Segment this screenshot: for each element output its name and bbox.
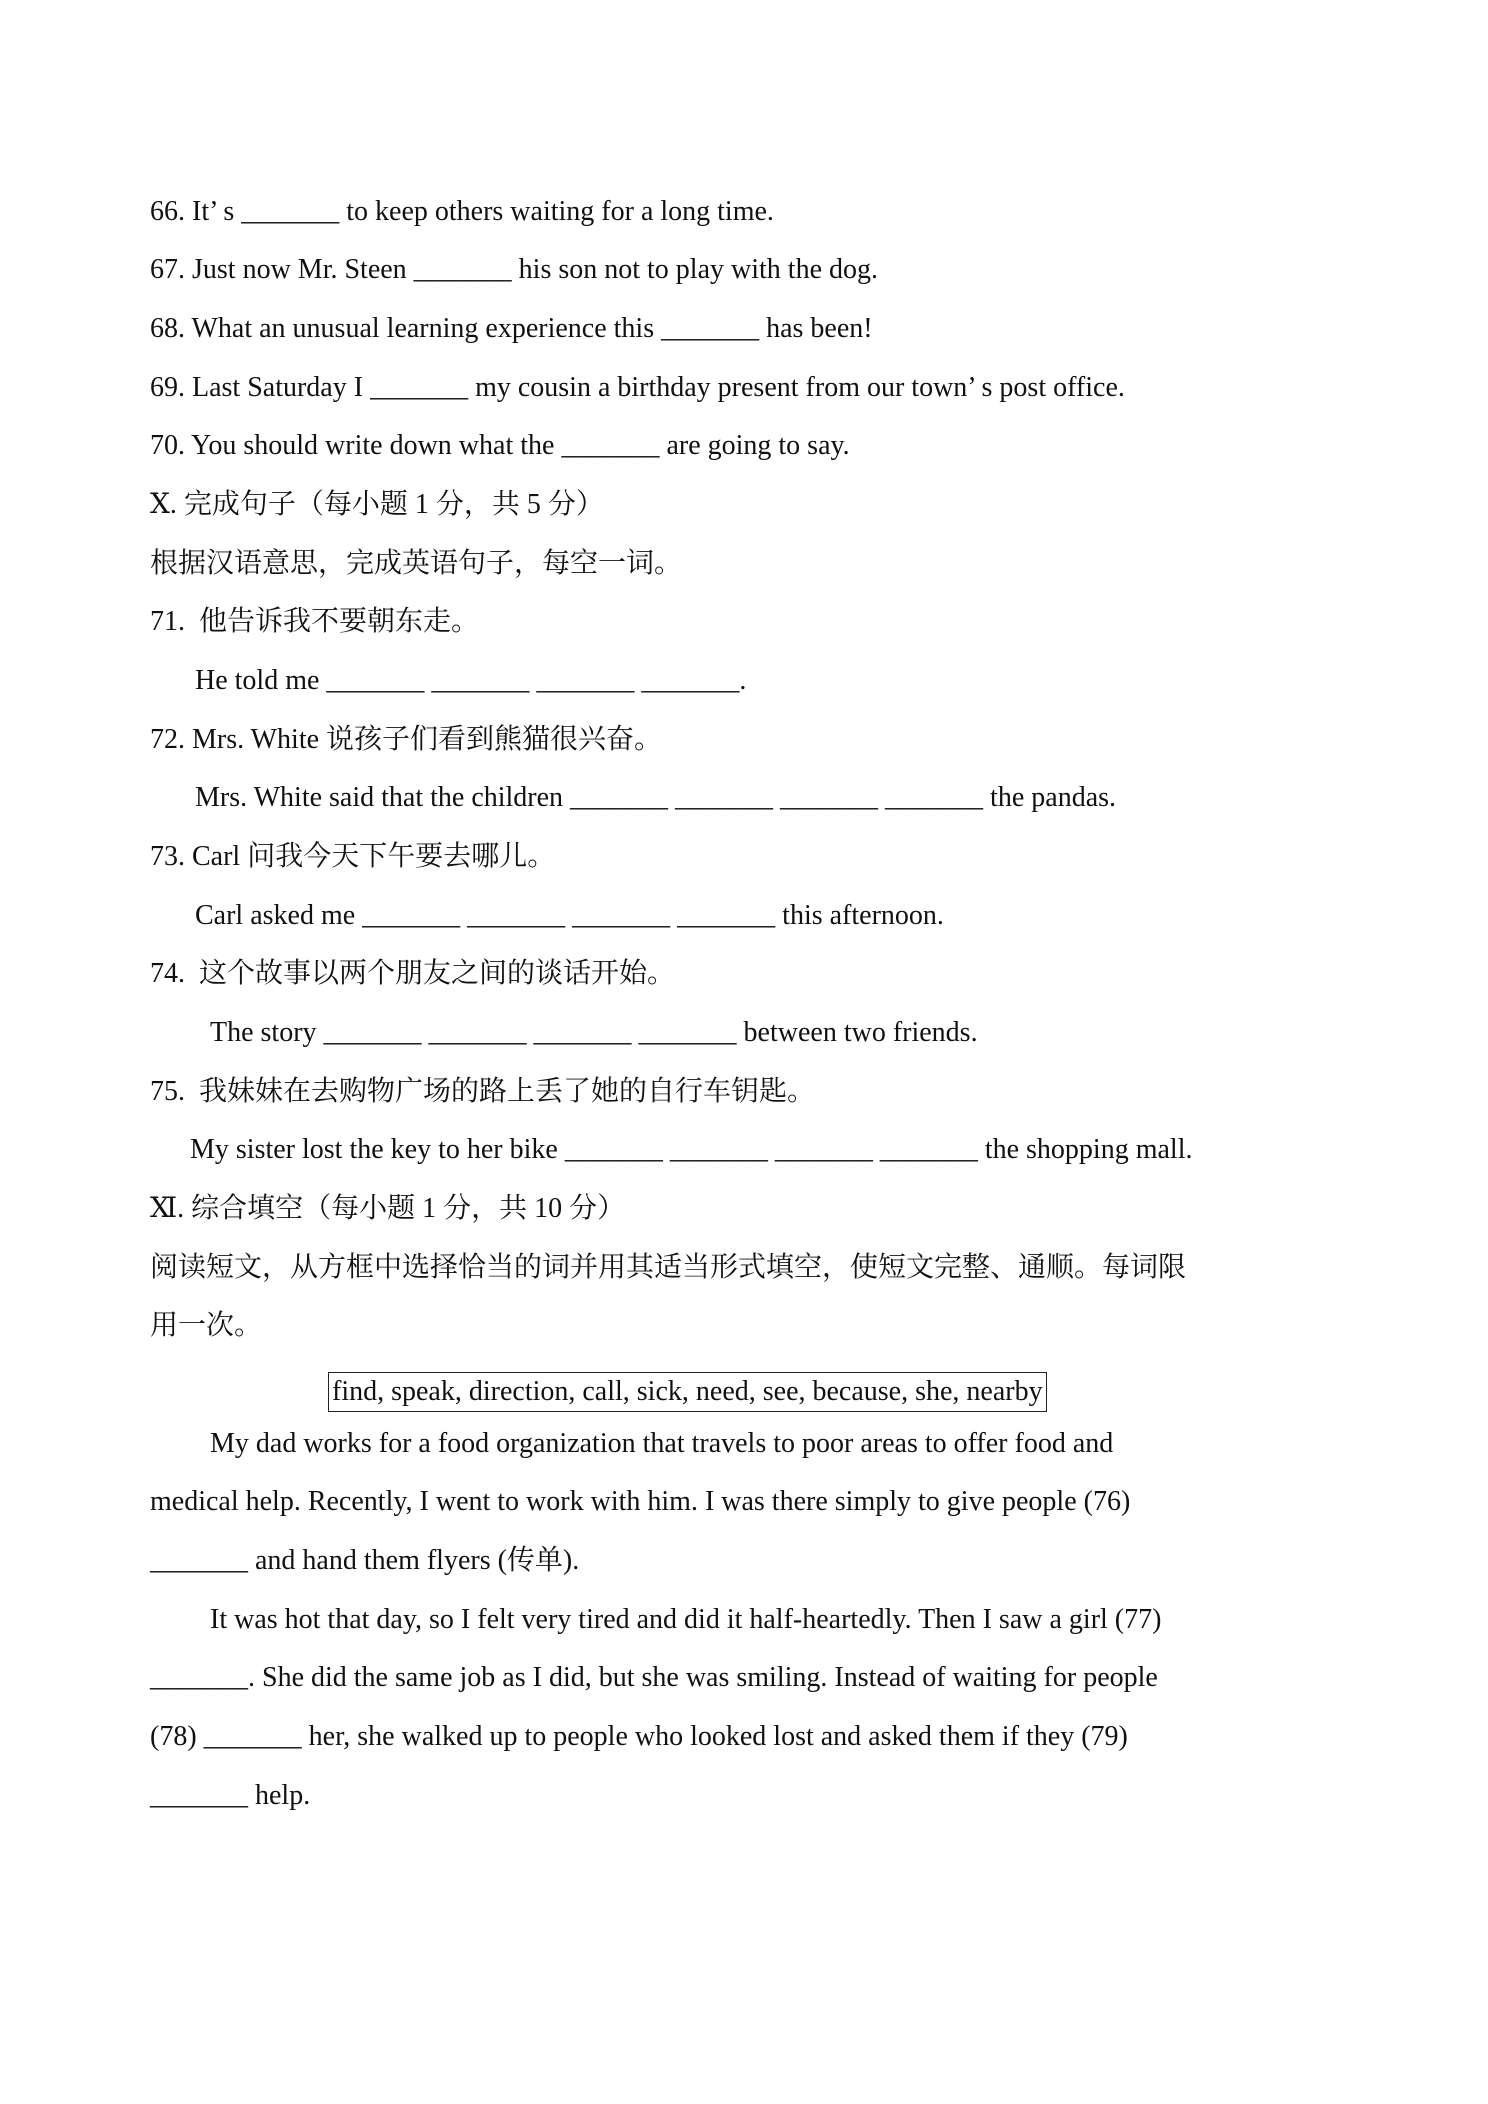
question-72-english: Mrs. White said that the children _______ _______ _______ _______ the pandas. xyxy=(195,782,1117,813)
passage-paragraph2-line2: _______. She did the same job as I did, but she was smiling. Instead of waiting for people xyxy=(150,1662,1158,1693)
question-69: 69. Last Saturday I _______ my cousin a birthday present from our town’ s post office. xyxy=(150,372,1125,403)
passage-paragraph2-line4: _______ help. xyxy=(150,1780,311,1811)
question-75-chinese: 75. 我妹妹在去购物广场的路上丢了她的自行车钥匙。 xyxy=(150,1076,816,1107)
question-73-chinese: 73. Carl 问我今天下午要去哪儿。 xyxy=(150,841,556,872)
passage-paragraph1-line3: _______ and hand them flyers (传单). xyxy=(150,1545,580,1576)
question-74-chinese: 74. 这个故事以两个朋友之间的谈话开始。 xyxy=(150,958,676,989)
section-x-instructions: 根据汉语意思，完成英语句子，每空一词。 xyxy=(150,548,683,579)
question-71-english: He told me _______ _______ _______ _______. xyxy=(195,665,747,696)
question-73-english: Carl asked me _______ _______ _______ _______ this afternoon. xyxy=(195,900,944,931)
question-68: 68. What an unusual learning experience this _______ has been! xyxy=(150,313,873,344)
section-xi-title: Ⅺ. 综合填空（每小题 1 分，共 10 分） xyxy=(150,1193,626,1224)
question-75-english: My sister lost the key to her bike _______ _______ _______ _______ the shopping mall. xyxy=(190,1134,1193,1165)
question-71-chinese: 71. 他告诉我不要朝东走。 xyxy=(150,606,480,637)
section-xi-instructions-line1: 阅读短文，从方框中选择恰当的词并用其适当形式填空，使短文完整、通顺。每词限 xyxy=(150,1252,1187,1283)
question-66: 66. It’ s _______ to keep others waiting for a long time. xyxy=(150,196,774,227)
question-70: 70. You should write down what the _______ are going to say. xyxy=(150,430,850,461)
question-72-chinese: 72. Mrs. White 说孩子们看到熊猫很兴奋。 xyxy=(150,724,663,755)
question-74-english: The story _______ _______ _______ _______ between two friends. xyxy=(210,1017,978,1048)
passage-paragraph2-line1: It was hot that day, so I felt very tired and did it half-heartedly. Then I saw a girl (77) xyxy=(210,1604,1162,1635)
word-box: find, speak, direction, call, sick, need, see, because, she, nearby xyxy=(328,1372,1047,1412)
passage-paragraph1-line1: My dad works for a food organization that travels to poor areas to offer food and xyxy=(210,1428,1114,1459)
question-67: 67. Just now Mr. Steen _______ his son not to play with the dog. xyxy=(150,254,878,285)
section-xi-instructions-line2: 用一次。 xyxy=(150,1310,263,1341)
passage-paragraph2-line3: (78) _______ her, she walked up to people who looked lost and asked them if they (79) xyxy=(150,1721,1128,1752)
passage-paragraph1-line2: medical help. Recently, I went to work with him. I was there simply to give people (76) xyxy=(150,1486,1131,1517)
section-x-title: Ⅹ. 完成句子（每小题 1 分，共 5 分） xyxy=(150,489,604,520)
